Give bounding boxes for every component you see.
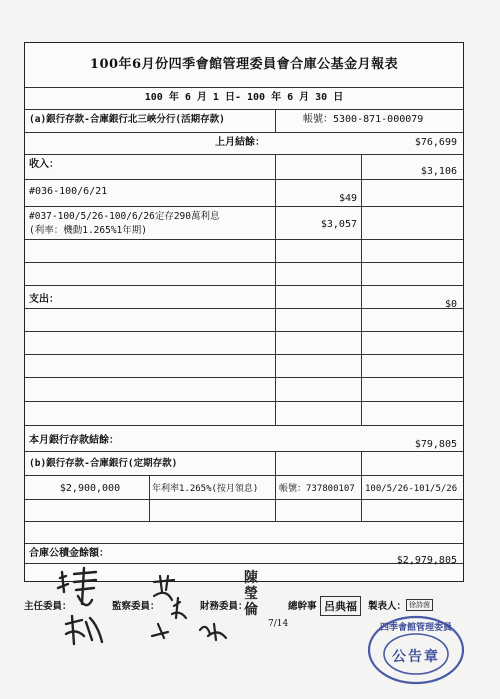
opening-balance-label: 上月結餘： (215, 137, 265, 148)
chair-signature (52, 566, 132, 656)
closing-balance-label: 本月銀行存款結餘： (29, 435, 119, 446)
income-item-desc: #037-100/5/26-100/6/26定存290萬利息 (29, 211, 220, 222)
demand-deposit-account: 帳號：5300-871-000079 (303, 114, 424, 125)
seal-ring-text: 四季會館管理委員 (379, 623, 452, 633)
time-deposit-amount: $2,900,000 (59, 483, 121, 494)
seal-center-text: 公告章 (392, 649, 440, 665)
closing-balance-value: $79,805 (414, 439, 457, 450)
manager-stamp: 呂典福 (320, 596, 361, 616)
opening-balance-value: $76,699 (414, 137, 457, 148)
finance-label: 財務委員： (200, 601, 248, 612)
report-period: 100 年 6 月 1 日- 100 年 6 月 30 日 (144, 92, 344, 103)
preparer-stamp: 徐詩茵 (406, 599, 433, 611)
supervisor-signature (144, 572, 234, 648)
income-item-desc2: (利率：機動1.265%1年期) (29, 225, 147, 236)
demand-deposit-label: (a)銀行存款-合庫銀行北三峽分行(活期存款) (29, 114, 225, 125)
time-deposit-rate: 年利率1.265%(按月領息) (152, 484, 259, 494)
time-deposit-label: (b)銀行存款-合庫銀行(定期存款) (29, 458, 178, 469)
income-total: $3,106 (420, 166, 457, 177)
income-item-amount: $3,057 (320, 219, 357, 230)
expense-total: $0 (444, 299, 457, 310)
report-sheet (24, 42, 464, 582)
finance-signature: 陳瑩倫 (244, 570, 258, 618)
total-value: $2,979,805 (396, 555, 457, 566)
report-title: 100年6月份四季會館管理委員會合庫公基金月報表 (89, 57, 399, 72)
preparer-label: 製表人： (368, 601, 407, 612)
time-deposit-term: 100/5/26-101/5/26 (365, 484, 458, 494)
expense-label: 支出： (29, 294, 59, 305)
supervisor-label: 監察委員： (112, 601, 160, 612)
income-item-amount: $49 (338, 193, 357, 204)
time-deposit-account: 帳號：737800107 (279, 484, 355, 494)
income-item-desc: #036-100/6/21 (29, 186, 108, 197)
chair-label: 主任委員： (24, 601, 72, 612)
manager-label: 總幹事 (288, 601, 317, 612)
finance-sign-date: 7/14 (268, 619, 289, 629)
total-label: 合庫公積金餘額： (29, 548, 109, 559)
income-label: 收入： (29, 159, 59, 170)
